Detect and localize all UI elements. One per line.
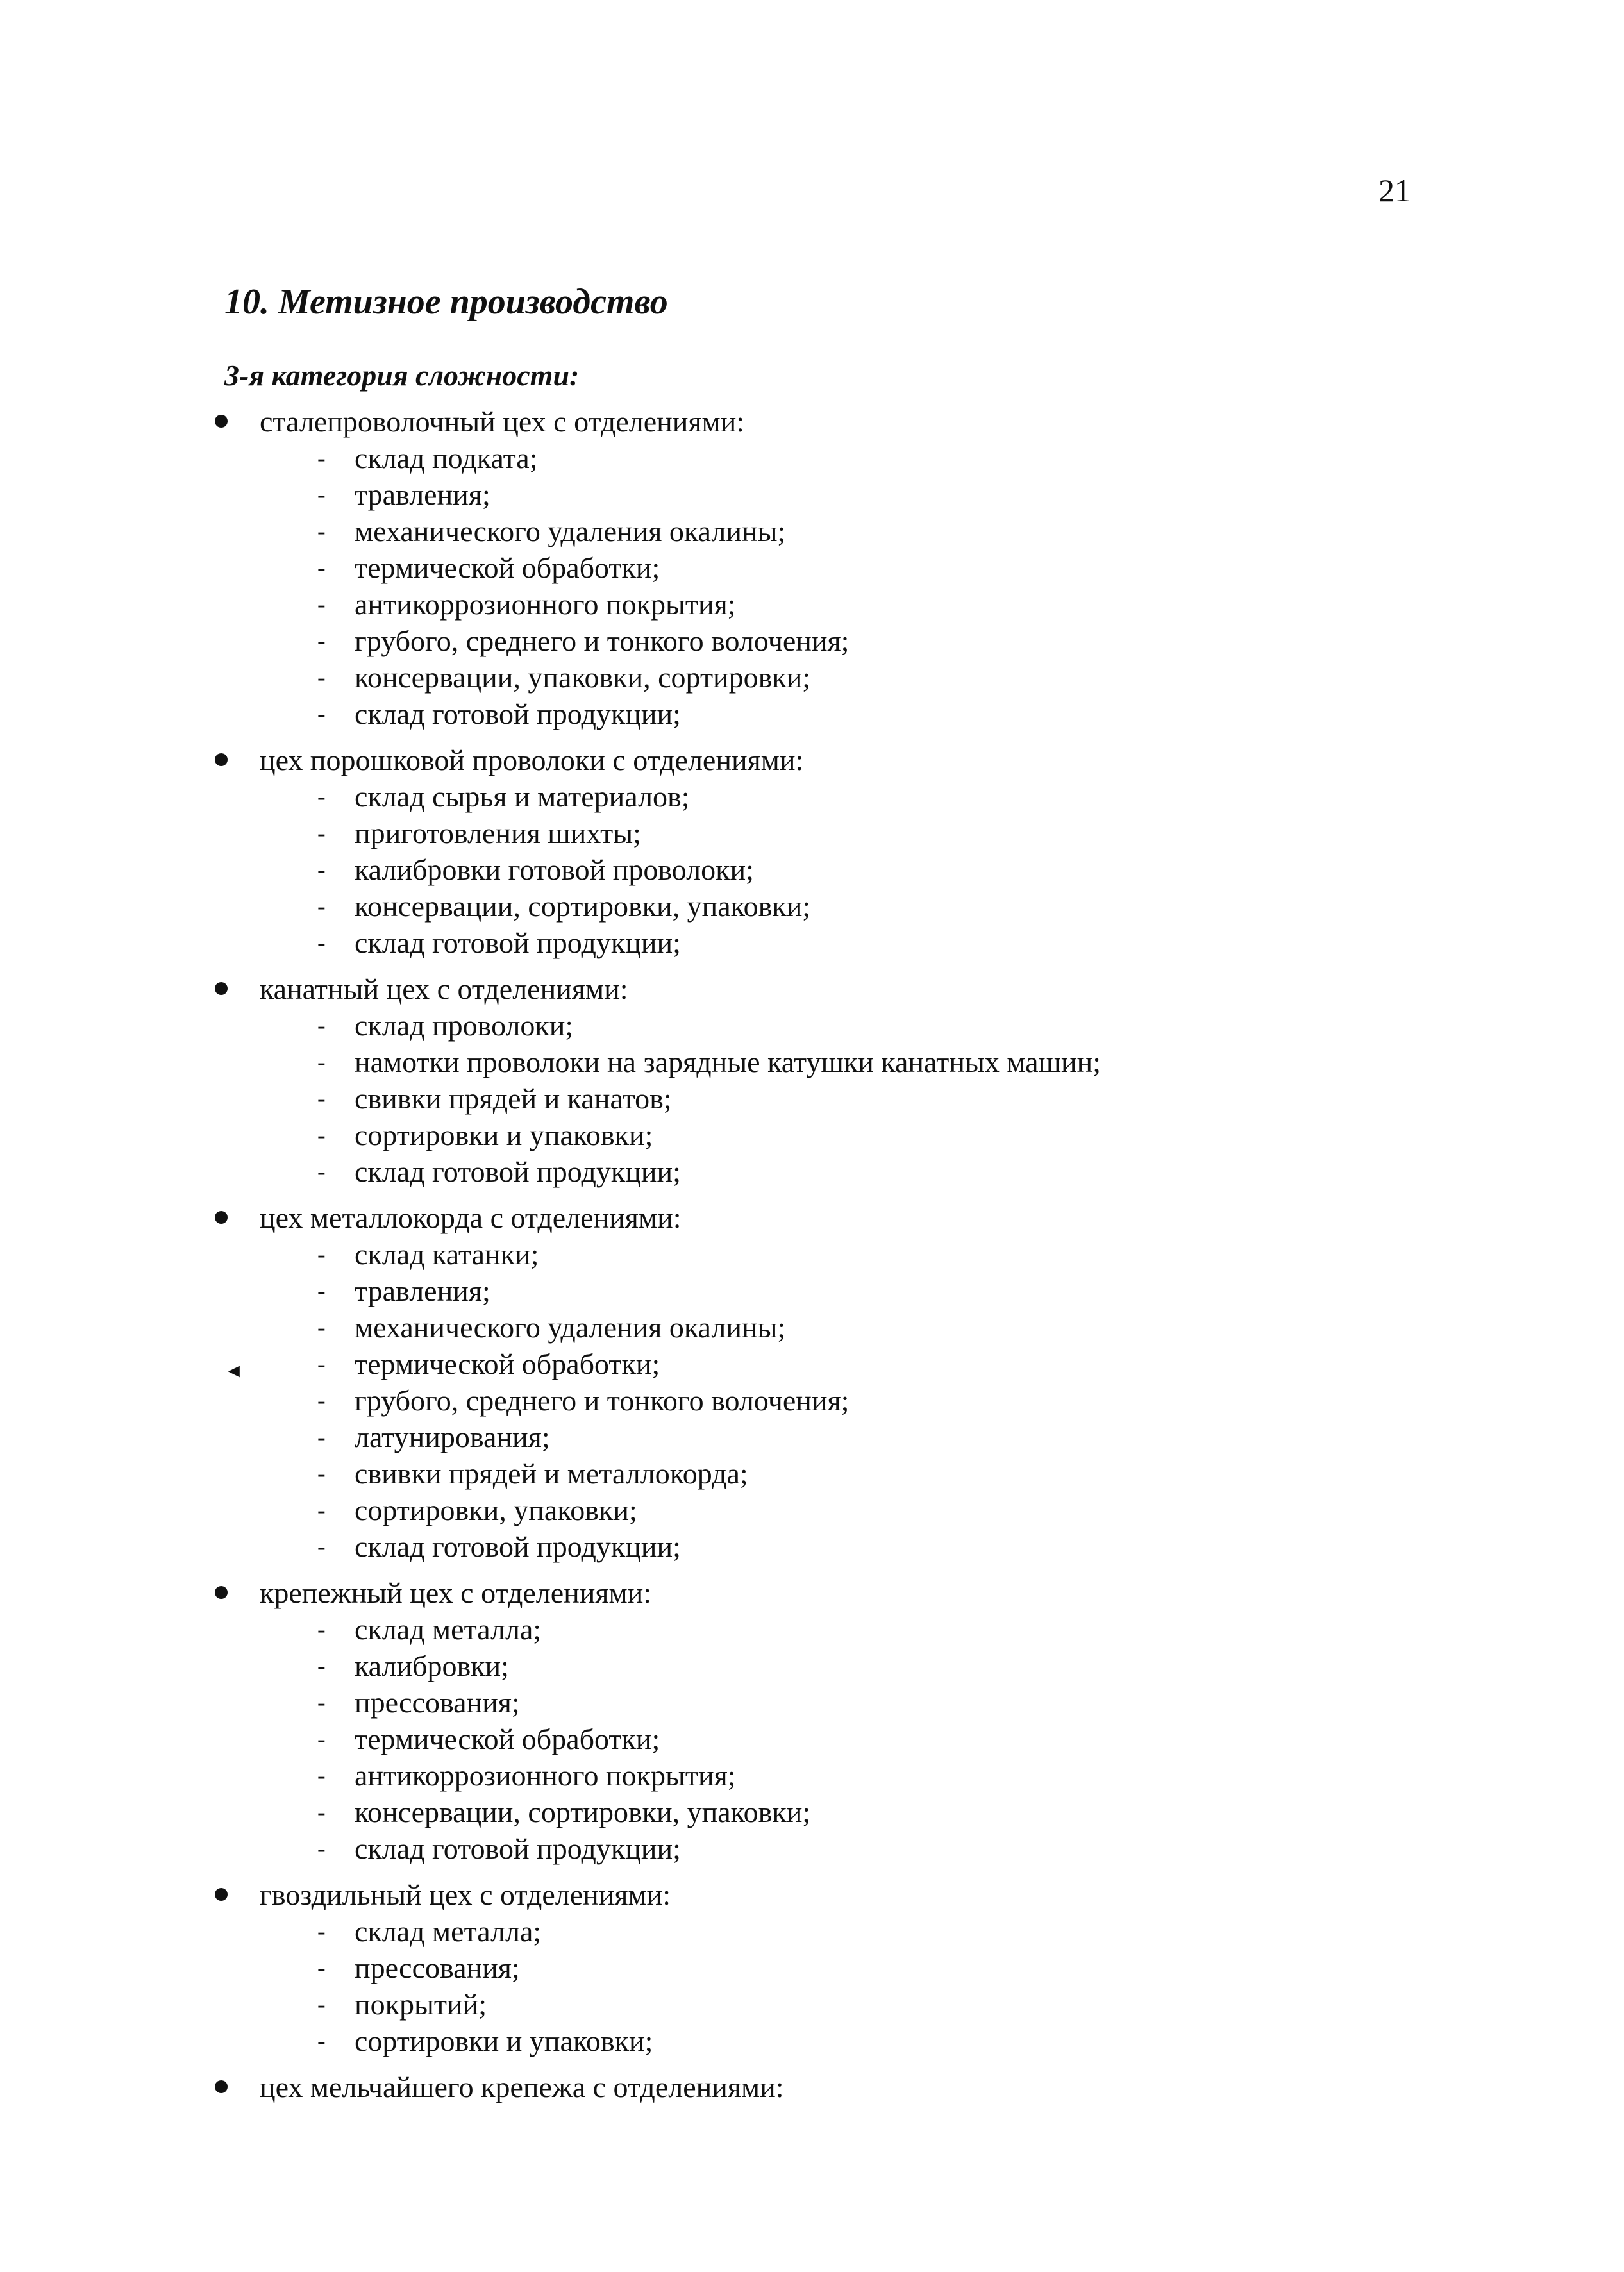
department-item bbox=[317, 1080, 1529, 1117]
department-item bbox=[317, 622, 1529, 659]
dash-icon: - bbox=[317, 892, 326, 920]
department-label: сортировки и упаковки; bbox=[355, 2025, 653, 2057]
dash-icon: - bbox=[317, 1725, 326, 1753]
department-label: калибровки; bbox=[355, 1650, 509, 1682]
dash-icon: - bbox=[317, 783, 326, 810]
department-item bbox=[317, 1236, 1529, 1273]
department-label: приготовления шихты; bbox=[355, 817, 641, 849]
dash-icon: - bbox=[317, 1240, 326, 1268]
department-label: свивки прядей и канатов; bbox=[355, 1082, 672, 1115]
department-item bbox=[317, 1950, 1529, 1986]
department-item bbox=[317, 586, 1529, 622]
dash-icon: - bbox=[317, 1652, 326, 1680]
dash-icon: - bbox=[317, 444, 326, 472]
bullet-icon bbox=[215, 2080, 228, 2093]
dash-icon: - bbox=[317, 1350, 326, 1378]
department-label: механического удаления окалины; bbox=[355, 515, 786, 547]
department-list bbox=[215, 440, 1529, 732]
workshop-heading bbox=[215, 403, 1529, 440]
workshop-title: канатный цех с отделениями: bbox=[260, 972, 628, 1005]
department-label: прессования; bbox=[355, 1951, 520, 1984]
bullet-icon bbox=[215, 1211, 228, 1224]
department-item bbox=[317, 1913, 1529, 1950]
department-item bbox=[317, 1382, 1529, 1419]
margin-arrow-icon: ◄ bbox=[224, 1360, 244, 1382]
workshop-heading bbox=[215, 970, 1529, 1007]
department-item bbox=[317, 1044, 1529, 1080]
dash-icon: - bbox=[317, 1533, 326, 1560]
workshop-item bbox=[215, 1199, 1529, 1565]
dash-icon: - bbox=[317, 1085, 326, 1112]
department-label: консервации, сортировки, упаковки; bbox=[355, 1796, 811, 1828]
dash-icon: - bbox=[317, 1991, 326, 2018]
department-item bbox=[317, 549, 1529, 586]
dash-icon: - bbox=[317, 2027, 326, 2055]
dash-icon: - bbox=[317, 1689, 326, 1716]
dash-icon: - bbox=[317, 481, 326, 508]
department-label: склад готовой продукции; bbox=[355, 1155, 681, 1188]
dash-icon: - bbox=[317, 1460, 326, 1487]
department-label: латунирования; bbox=[355, 1421, 550, 1453]
department-label: травления; bbox=[355, 478, 490, 511]
dash-icon: - bbox=[317, 819, 326, 847]
department-item bbox=[317, 659, 1529, 696]
department-label: склад проволоки; bbox=[355, 1009, 574, 1042]
dash-icon: - bbox=[317, 664, 326, 691]
department-item bbox=[317, 1684, 1529, 1721]
department-item bbox=[317, 1419, 1529, 1455]
department-label: сортировки и упаковки; bbox=[355, 1119, 653, 1151]
bullet-icon bbox=[215, 1888, 228, 1901]
department-item bbox=[317, 1455, 1529, 1492]
department-label: склад подката; bbox=[355, 442, 538, 474]
dash-icon: - bbox=[317, 1835, 326, 1862]
department-item bbox=[317, 1794, 1529, 1830]
department-item bbox=[317, 888, 1529, 924]
department-label: грубого, среднего и тонкого волочения; bbox=[355, 624, 850, 657]
dash-icon: - bbox=[317, 1798, 326, 1826]
department-item bbox=[317, 1721, 1529, 1757]
department-label: сортировки, упаковки; bbox=[355, 1494, 637, 1526]
category-label: 3-я категория сложности: bbox=[224, 359, 580, 392]
workshop-item bbox=[215, 741, 1529, 961]
department-label: склад металла; bbox=[355, 1915, 542, 1948]
department-label: прессования; bbox=[355, 1686, 520, 1719]
workshop-title: крепежный цех с отделениями: bbox=[260, 1576, 652, 1609]
department-label: консервации, сортировки, упаковки; bbox=[355, 890, 811, 923]
department-item bbox=[317, 1648, 1529, 1684]
department-label: склад катанки; bbox=[355, 1238, 539, 1271]
workshop-heading bbox=[215, 1199, 1529, 1236]
dash-icon: - bbox=[317, 517, 326, 545]
dash-icon: - bbox=[317, 1121, 326, 1149]
dash-icon: - bbox=[317, 1048, 326, 1076]
dash-icon: - bbox=[317, 1423, 326, 1451]
department-item bbox=[317, 778, 1529, 815]
page-number: 21 bbox=[1378, 172, 1411, 208]
dash-icon: - bbox=[317, 1762, 326, 1789]
department-item bbox=[317, 1153, 1529, 1190]
department-item bbox=[317, 440, 1529, 476]
department-label: покрытий; bbox=[355, 1988, 487, 2021]
department-label: термической обработки; bbox=[355, 1723, 660, 1755]
workshop-item bbox=[215, 1876, 1529, 2059]
department-label: антикоррозионного покрытия; bbox=[355, 1759, 736, 1792]
workshop-title: цех мельчайшего крепежа с отделениями: bbox=[260, 2070, 784, 2103]
department-label: намотки проволоки на зарядные катушки канатных машин; bbox=[355, 1046, 1101, 1078]
dash-icon: - bbox=[317, 627, 326, 655]
workshop-heading bbox=[215, 1574, 1529, 1611]
department-item bbox=[317, 924, 1529, 961]
department-item bbox=[317, 1309, 1529, 1346]
dash-icon: - bbox=[317, 1277, 326, 1305]
bullet-icon bbox=[215, 415, 228, 428]
department-item bbox=[317, 1346, 1529, 1382]
department-item bbox=[317, 696, 1529, 732]
workshop-item bbox=[215, 403, 1529, 732]
department-label: свивки прядей и металлокорда; bbox=[355, 1457, 748, 1490]
workshop-heading bbox=[215, 2068, 1529, 2105]
workshop-title: цех металлокорда с отделениями: bbox=[260, 1201, 682, 1234]
dash-icon: - bbox=[317, 856, 326, 883]
department-item bbox=[317, 1007, 1529, 1044]
department-item bbox=[317, 476, 1529, 513]
dash-icon: - bbox=[317, 590, 326, 618]
department-item bbox=[317, 1757, 1529, 1794]
department-label: склад готовой продукции; bbox=[355, 926, 681, 959]
department-label: склад сырья и материалов; bbox=[355, 780, 690, 813]
department-label: термической обработки; bbox=[355, 1348, 660, 1380]
department-label: склад готовой продукции; bbox=[355, 697, 681, 730]
department-label: консервации, упаковки, сортировки; bbox=[355, 661, 811, 694]
department-label: грубого, среднего и тонкого волочения; bbox=[355, 1384, 850, 1417]
department-list bbox=[215, 1611, 1529, 1867]
dash-icon: - bbox=[317, 1496, 326, 1524]
department-item bbox=[317, 1830, 1529, 1867]
dash-icon: - bbox=[317, 1954, 326, 1982]
department-label: склад готовой продукции; bbox=[355, 1832, 681, 1865]
department-label: антикоррозионного покрытия; bbox=[355, 588, 736, 621]
dash-icon: - bbox=[317, 929, 326, 956]
department-item bbox=[317, 1117, 1529, 1153]
bullet-icon bbox=[215, 982, 228, 995]
department-item bbox=[317, 1611, 1529, 1648]
department-label: калибровки готовой проволоки; bbox=[355, 853, 754, 886]
department-item bbox=[317, 815, 1529, 851]
department-item bbox=[317, 513, 1529, 549]
department-label: склад готовой продукции; bbox=[355, 1530, 681, 1563]
section-title: 10. Метизное производство bbox=[224, 282, 668, 322]
workshop-title: цех порошковой проволоки с отделениями: bbox=[260, 743, 804, 776]
department-label: травления; bbox=[355, 1274, 490, 1307]
department-item bbox=[317, 851, 1529, 888]
workshop-title: гвоздильный цех с отделениями: bbox=[260, 1878, 671, 1911]
workshop-item bbox=[215, 970, 1529, 1190]
department-item bbox=[317, 1528, 1529, 1565]
workshop-heading bbox=[215, 741, 1529, 778]
workshop-title: сталепроволочный цех с отделениями: bbox=[260, 405, 745, 438]
department-item bbox=[317, 2023, 1529, 2059]
department-list bbox=[215, 1007, 1529, 1190]
dash-icon: - bbox=[317, 700, 326, 728]
workshop-item bbox=[215, 1574, 1529, 1867]
dash-icon: - bbox=[317, 1158, 326, 1185]
department-label: термической обработки; bbox=[355, 551, 660, 584]
dash-icon: - bbox=[317, 1387, 326, 1414]
workshop-list bbox=[215, 403, 1529, 2114]
department-item bbox=[317, 1492, 1529, 1528]
department-label: механического удаления окалины; bbox=[355, 1311, 786, 1344]
dash-icon: - bbox=[317, 1012, 326, 1039]
dash-icon: - bbox=[317, 554, 326, 581]
dash-icon: - bbox=[317, 1917, 326, 1945]
dash-icon: - bbox=[317, 1314, 326, 1341]
bullet-icon bbox=[215, 1586, 228, 1599]
department-list bbox=[215, 1236, 1529, 1565]
department-label: склад металла; bbox=[355, 1613, 542, 1646]
bullet-icon bbox=[215, 753, 228, 766]
department-item bbox=[317, 1986, 1529, 2023]
workshop-item bbox=[215, 2068, 1529, 2105]
department-list bbox=[215, 1913, 1529, 2059]
department-item bbox=[317, 1273, 1529, 1309]
dash-icon: - bbox=[317, 1616, 326, 1643]
workshop-heading bbox=[215, 1876, 1529, 1913]
department-list bbox=[215, 778, 1529, 961]
